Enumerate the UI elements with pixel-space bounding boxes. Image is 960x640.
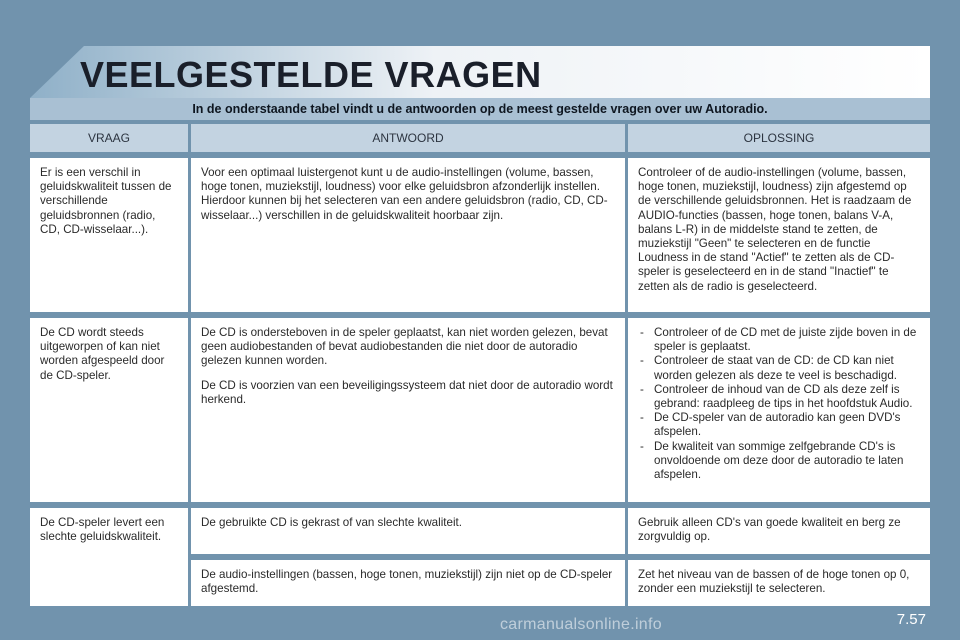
row3b-solution	[628, 560, 930, 606]
row3a-solution-text: Gebruik alleen CD's van goede kwaliteit en berg ze zorgvuldig op.	[638, 516, 901, 544]
header-solution: OPLOSSING	[628, 124, 930, 152]
header-answer: ANTWOORD	[191, 124, 625, 152]
row2-solution	[628, 318, 930, 502]
row3-question	[30, 508, 188, 606]
row3-question-text: De CD-speler levert een slechte geluidskwaliteit.	[40, 516, 165, 544]
row3a-answer-text: De gebruikte CD is gekrast of van slechte kwaliteit.	[201, 516, 462, 529]
subtitle-band	[30, 98, 930, 120]
row3b-answer	[191, 560, 625, 606]
row2-answer-paragraph-2: De CD is voorzien van een beveiligingssysteem dat niet door de autoradio wordt herkend.	[201, 378, 613, 406]
watermark: carmanualsonline.info	[500, 616, 662, 633]
row3a-solution	[628, 508, 930, 554]
list-item: - Controleer de staat van de CD: de CD kan niet worden gelezen als deze te veel is beschadigd.	[638, 354, 920, 382]
row1-answer-text: Voor een optimaal luistergenot kunt u de audio-instellingen (volume, bassen, hoge tonen, muziekstijl, loudness) voor elke geluidsbron afzonderlijk instellen. Hierdoor kunnen bij het selecteren van een andere geluidsbron (radio, CD, CD-wisselaar...) verschillen in de geluidskwaliteit hoorbaar zijn.	[201, 166, 608, 222]
row1-question	[30, 158, 188, 312]
page-title: VEELGESTELDE VRAGEN	[80, 54, 542, 95]
list-item: - Controleer of de CD met de juiste zijde boven in de speler is geplaatst.	[638, 326, 920, 354]
row2-answer-paragraph-1: De CD is ondersteboven in de speler geplaatst, kan niet worden gelezen, bevat geen audiobestanden of bevat audiobestanden die niet door de autoradio gelezen kunnen worden.	[201, 326, 608, 368]
row2-question	[30, 318, 188, 502]
page-number: 7.57	[896, 611, 926, 628]
page-subtitle: In de onderstaande tabel vindt u de antwoorden op de meest gestelde vragen over uw Autoradio.	[192, 102, 768, 116]
row1-question-text: Er is een verschil in geluidskwaliteit tussen de verschillende geluidsbronnen (radio, CD, CD-wisselaar...).	[40, 166, 172, 236]
row2-question-text: De CD wordt steeds uitgeworpen of kan niet worden afgespeeld door de CD-speler.	[40, 326, 165, 382]
list-item: - De CD-speler van de autoradio kan geen DVD's afspelen.	[638, 411, 920, 439]
list-item: - De kwaliteit van sommige zelfgebrande CD's is onvoldoende om deze door de autoradio te laten afspelen.	[638, 440, 920, 483]
row1-solution-text: Controleer of de audio-instellingen (volume, bassen, hoge tonen, muziekstijl, loudness) zijn afgestemd op de verschillende geluidsbronnen. Het is raadzaam de AUDIO-functies (bassen, hoge tonen, balans V-A, balans L-R) in de middelste stand te zetten, de muziekstijl "Geen" te selecteren en de functie Loudness in de stand "Actief" te zetten als de CD-speler is geselecteerd en in de stand "Inactief" te zetten als de radio is geselecteerd.	[638, 166, 912, 293]
row3b-solution-text: Zet het niveau van de bassen of de hoge tonen op 0, zonder een muziekstijl te selecteren.	[638, 568, 910, 596]
header-question: VRAAG	[30, 124, 188, 152]
row1-solution	[628, 158, 930, 312]
row3a-answer	[191, 508, 625, 554]
row2-solution-list	[638, 326, 920, 482]
row2-answer	[191, 318, 625, 502]
row3b-answer-text: De audio-instellingen (bassen, hoge tonen, muziekstijl) zijn niet op de CD-speler afgestemd.	[201, 568, 613, 596]
list-item: - Controleer de inhoud van de CD als deze zelf is gebrand: raadpleeg de tips in het hoofdstuk Audio.	[638, 383, 920, 411]
row1-answer	[191, 158, 625, 312]
